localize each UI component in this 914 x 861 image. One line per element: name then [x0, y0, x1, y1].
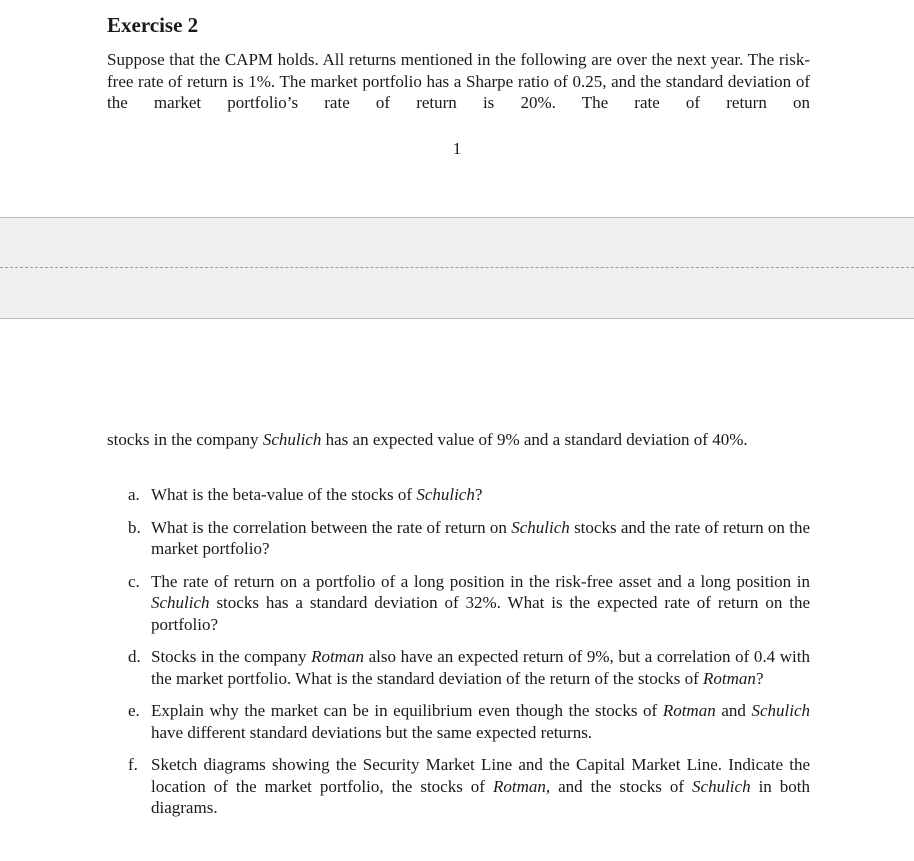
question-label: a.: [128, 485, 140, 504]
company-name: Schulich: [692, 776, 751, 796]
page-break-dashed-line: [0, 267, 914, 268]
page-separator: [0, 217, 914, 319]
company-name: Schulich: [511, 517, 570, 537]
question-text: also have an expected return of 9%, but a correlation of 0.4 with the market portfolio. What is the standard deviation of the return of the stocks of: [151, 647, 810, 688]
question-text: What is the beta-value of the stocks of: [151, 485, 417, 504]
question-text: ?: [755, 668, 764, 688]
question-c: [107, 571, 810, 636]
question-text: What is the correlation between the rate of return on: [151, 517, 512, 537]
page-1-bottom: [0, 0, 914, 217]
question-text: , and the stocks of: [545, 776, 693, 796]
question-label: f.: [128, 755, 138, 774]
intro-text: stocks in the company: [107, 430, 263, 449]
question-text: have different standard deviations but the same expected returns.: [151, 722, 593, 742]
question-a: [107, 484, 810, 506]
company-name: Schulich: [416, 485, 475, 504]
question-text: Explain why the market can be in equilibrium even though the stocks of: [151, 701, 663, 720]
question-text: Stocks in the company: [151, 647, 312, 666]
exercise-heading: Exercise 2: [107, 13, 199, 37]
page-number: 1: [452, 139, 462, 158]
question-b: [107, 517, 810, 560]
company-name: Schulich: [151, 593, 210, 612]
question-label: b.: [128, 517, 141, 537]
company-name: Rotman: [662, 701, 716, 720]
intro-continuation: [107, 429, 810, 451]
intro-text: has an expected value of 9% and a standard deviation of 40%.: [321, 430, 748, 449]
question-text: stocks and the rate of return on the market portfolio?: [151, 517, 810, 558]
question-e: [107, 700, 810, 743]
question-text: Sketch diagrams showing the Security Market Line and the Capital Market Line. Indicate the location of the market portfolio, the stocks of: [151, 755, 810, 796]
question-text: in both diagrams.: [151, 776, 810, 817]
company-name: Schulich: [262, 430, 322, 449]
question-text: The rate of return on a portfolio of a long position in the risk-free asset and a long position in: [151, 571, 810, 591]
company-name: Rotman: [492, 776, 546, 796]
question-text: and: [715, 701, 752, 720]
question-d: [107, 646, 810, 689]
question-list: [107, 484, 810, 830]
question-label: d.: [128, 647, 141, 666]
company-name: Rotman: [311, 647, 364, 666]
question-text: ?: [474, 485, 483, 504]
company-name: Schulich: [751, 701, 811, 720]
question-label: e.: [128, 701, 140, 720]
question-label: c.: [128, 571, 140, 591]
company-name: Rotman: [703, 668, 756, 688]
question-text: stocks has a standard deviation of 32%. What is the expected rate of return on the portfolio?: [151, 593, 810, 634]
intro-paragraph: Suppose that the CAPM holds. All returns mentioned in the following are over the next year. The risk-free rate of return is 1%. The market portfolio has a Sharpe ratio of 0.25, and the standard deviation of the market portfolio’s rate of return is 20%. The rate of return on: [107, 50, 810, 112]
question-f: [107, 754, 810, 819]
